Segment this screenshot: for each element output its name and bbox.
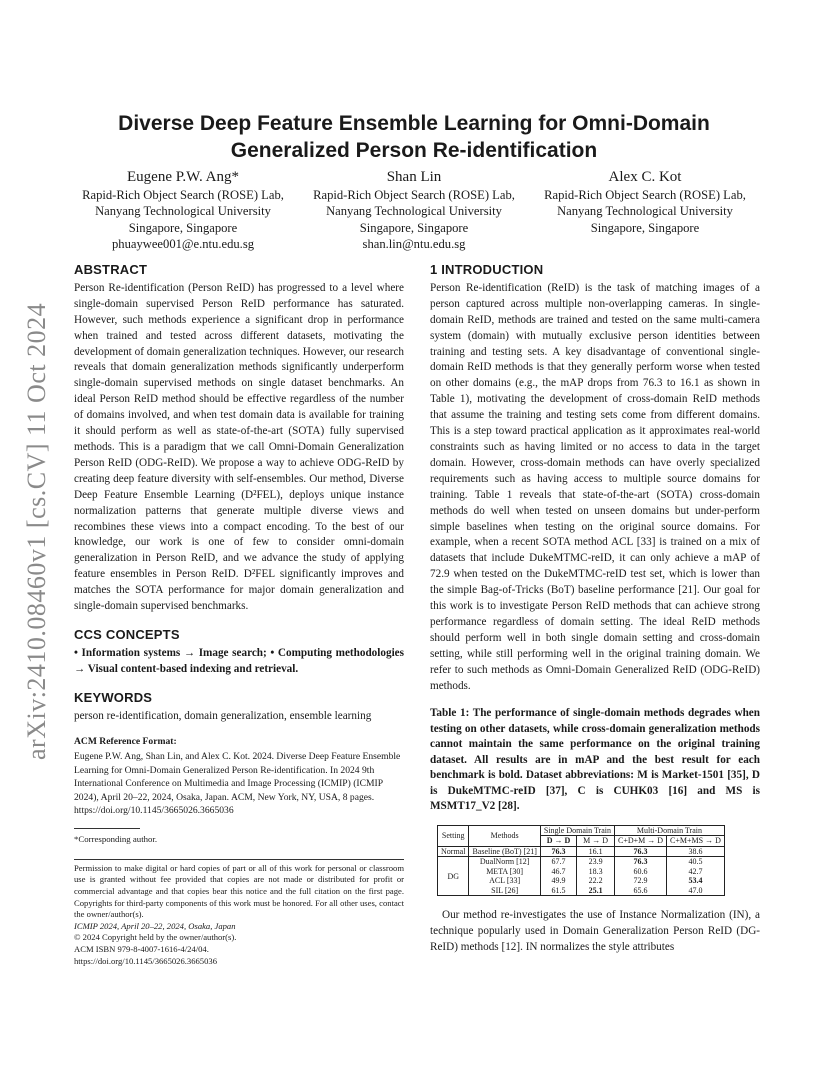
table-cell: 53.4 [667,876,725,886]
table-header-multi: Multi-Domain Train [615,825,725,836]
table-cell: 23.9 [577,857,615,867]
table-cell: 18.3 [577,867,615,877]
table-cell: 42.7 [667,867,725,877]
table-cell-method: Baseline (BoT) [21] [469,846,540,857]
arxiv-stamp: arXiv:2410.08460v1 [cs.CV] 11 Oct 2024 [22,302,51,760]
table-cell: 65.6 [615,886,667,896]
table-cell: 76.3 [540,846,576,857]
acm-reference-text: Eugene P.W. Ang, Shan Lin, and Alex C. Kot. 2024. Diverse Deep Feature Ensemble Learning for Omni-Domain Generalized Person Re-identification. In 2024 9th International Conference on Multimedia and Image Processing (ICMIP) (ICMIP 2024), April 20–22, 2024, Osaka, Japan. ACM, New York, NY, USA, 8 pages. https://doi.org/10.1145/3665026.3665036 [74,751,401,817]
author-location: Singapore, Singapore [590,220,700,235]
doi-link[interactable]: https://doi.org/10.1145/3665026.3665036 [74,955,217,966]
conference-line: ICMIP 2024, April 20–22, 2024, Osaka, Japan [74,920,236,931]
abstract-text: Person Re-identification (Person ReID) has progressed to a level where single-domain supervised Person ReID performance has saturated. However, such methods experience a significant drop in performance when trained and tested across different datasets, motivating the development of domain generalization techniques. However, our research reveals that domain generalization methods significantly underperform single-domain supervised methods on single dataset benchmarks. An ideal Person ReID method should be effective regardless of the number of domains involved, and when test domain data is available for training it should perform as well as state-of-the-art (SOTA) fully supervised methods. This is a paradigm that we call Omni-Domain Generalization Person ReID (ODG-ReID). We propose a way to achieve ODG-ReID by creating deep feature diversity with self-ensembles. Our method, Diverse Deep Feature Ensemble Learning (D²FEL), deploys unique instance normalization patterns that generate multiple diverse views and recombines these views into a compact encoding. To the best of our knowledge, our work is one of few to consider omni-domain generalization in Person ReID, and we advance the study of applying feature ensembles in Person ReID. D²FEL significantly improves and matches the SOTA performance for major domain generalization and single-domain supervised benchmarks. [74,281,404,613]
table-cell-method: META [30] [469,867,540,877]
author-name: Alex C. Kot [608,169,682,185]
table-header-methods: Methods [469,825,540,846]
table-cell: 67.7 [540,857,576,867]
left-column [74,262,404,967]
table-cell-method: ACL [33] [469,876,540,886]
table-cell: 76.3 [615,846,667,857]
author-1 [70,168,296,253]
ccs-heading: CCS CONCEPTS [74,626,180,642]
table-cell: 72.9 [615,876,667,886]
isbn-line: ACM ISBN 979-8-4007-1616-4/24/04. [74,944,209,955]
abstract-heading: ABSTRACT [74,262,148,277]
introduction-heading: 1 INTRODUCTION [430,262,544,277]
table-row [438,846,725,857]
acm-reference-heading: ACM Reference Format: [74,736,177,748]
table-cell: 40.5 [667,857,725,867]
table-header-setting: Setting [438,825,469,846]
author-name: Eugene P.W. Ang* [127,169,239,185]
ccs-text: • Information systems → Image search; • Computing methodologies → Visual content-based indexing and retrieval. [74,646,404,675]
author-location: Singapore, Singapore [128,220,238,235]
introduction-text: Person Re-identification (ReID) is the task of matching images of a person captured across multiple non-overlapping cameras. In single-domain ReID, methods are trained and tested on the same multi-camera system (domain) with mutually exclusive person identities between training and testing sets. A key disadvantage of conventional single-domain ReID methods is that they generally perform worse when tested on other domains (e.g., the mAP drops from 76.3 to 16.1 as shown in Table 1), motivating the development of cross-domain ReID methods that assume the training and testing sets come from different domains. This is a step toward practical application as it approximates real-world constraints such as having limited or no access to data in the target domain. However, cross-domain methods can have overly specialized requirements such as having access to multiple source domains for training. Table 1 reveals that state-of-the-art (SOTA) cross-domain methods do well when tested on unseen domains but under-perform simple baselines when testing on the original source domains. For example, when a recent SOTA method ACL [33] is trained on a mix of datasets that include DukeMTMC-reID, it can only achieve a mAP of 72.9 when tested on the DukeMTMC-reID test set, which is lower than the simple Bag-of-Tricks (BoT) baseline performance [21]. Our goal for this work is to investigate Person ReID methods that can achieve strong performance regardless of domain setting. The ideal ReID methods should perform well in both single domain setting and cross-domain setting, while still performing well in the original training domain. We refer to such methods as Omni-Domain Generalized ReID (ODG-ReID) methods. [430,281,760,692]
table-cell: 61.5 [540,886,576,896]
table-cell: 25.1 [577,886,615,896]
table-caption: Table 1: The performance of single-domain methods degrades when testing on other datasets, while cross-domain generalization methods cannot maintain the same performance on the original training dataset. All results are in mAP and the best result for each benchmark is bold. Dataset abbreviations: M is Market-1501 [35], D is DukeMTMC-reID [37], C is CUHK03 [16] and MS is MSMT17_V2 [28]. [430,707,760,813]
table-cell: 38.6 [667,846,725,857]
table-cell-method: DualNorm [12] [469,857,540,867]
table-cell: 49.9 [540,876,576,886]
table-setting-dg: DG [438,857,469,896]
table-cell: 16.1 [577,846,615,857]
table-cell: 76.3 [615,857,667,867]
table-cell: 22.2 [577,876,615,886]
permission-block [74,859,404,967]
author-affiliation: Rapid-Rich Object Search (ROSE) Lab, [544,188,746,202]
table-cell: 60.6 [615,867,667,877]
author-affiliation: Nanyang Technological University [95,204,271,219]
table-subheader: D → D [540,836,576,847]
table-row [438,876,725,886]
right-column [430,262,760,956]
table-setting-normal: Normal [438,846,469,857]
table-row [438,857,725,867]
results-table [437,825,725,897]
table-cell-method: SIL [26] [469,886,540,896]
author-3 [532,168,758,253]
table-row [438,886,725,896]
table-cell: 46.7 [540,867,576,877]
author-name: Shan Lin [386,169,442,185]
footnote-rule [74,828,140,829]
author-affiliation: Rapid-Rich Object Search (ROSE) Lab, [313,188,515,202]
table-subheader: C+D+M → D [615,836,667,847]
keywords-heading: KEYWORDS [74,689,153,705]
author-email[interactable]: phuaywee001@e.ntu.edu.sg [111,237,255,252]
table-header-single: Single Domain Train [540,825,614,836]
author-email[interactable]: shan.lin@ntu.edu.sg [362,237,466,252]
author-affiliation: Rapid-Rich Object Search (ROSE) Lab, [82,188,284,202]
author-affiliation: Nanyang Technological University [326,204,502,219]
table-row [438,867,725,877]
footnote: *Corresponding author. [74,833,158,844]
table-subheader: M → D [577,836,615,847]
copyright-line: © 2024 Copyright held by the owner/author(s). [74,932,237,943]
table-subheader: C+M+MS → D [667,836,725,847]
author-block [70,168,758,253]
keywords-text: person re-identification, domain generalization, ensemble learning [74,709,372,722]
paper-title: Diverse Deep Feature Ensemble Learning for Omni-Domain Generalized Person Re-identification [118,112,710,162]
author-affiliation: Nanyang Technological University [557,204,733,219]
author-location: Singapore, Singapore [359,220,469,235]
author-2 [301,168,527,253]
table-cell: 47.0 [667,886,725,896]
post-table-text: Our method re-investigates the use of Instance Normalization (IN), a technique popularly used in Domain Generalization Person ReID (DG-ReID) methods [12]. IN normalizes the style attributes [430,909,760,954]
permission-notice: Permission to make digital or hard copies of part or all of this work for personal or classroom use is granted without fee provided that copies are not made or distributed for profit or commercial advantage and that copies bear this notice and the full citation on the first page. Copyrights for third-party components of this work must be honored. For all other uses, contact the owner/author(s). [74,862,404,920]
